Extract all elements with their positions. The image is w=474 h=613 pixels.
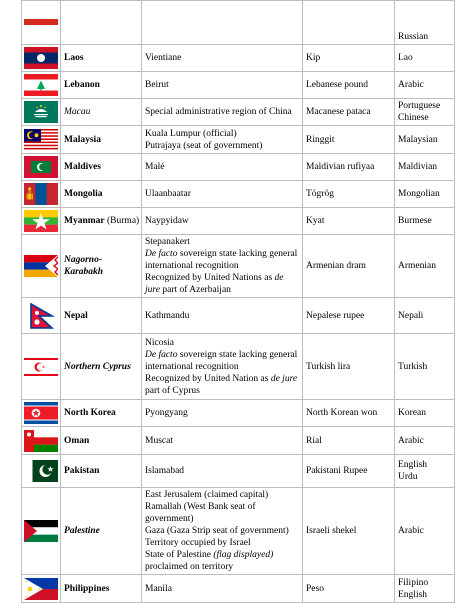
capital-cell: [142, 154, 303, 181]
currency-cell: Tögrög: [303, 181, 395, 208]
country-name: [61, 154, 142, 181]
capital-cell: [142, 334, 303, 400]
country-name-text: Oman: [64, 435, 90, 446]
country-name-text: Pakistan: [64, 466, 100, 476]
currency-cell: Macanese pataca: [303, 99, 395, 126]
language-line: Burmese: [398, 216, 432, 226]
countries-table: [21, 0, 455, 603]
language-cell: [395, 427, 455, 455]
country-name-text: Laos: [64, 53, 84, 63]
country-name-text: Northern Cyprus: [64, 361, 131, 372]
country-name-text: Myanmar: [64, 216, 105, 226]
table-row: [22, 575, 455, 603]
language-cell: [395, 154, 455, 181]
language-line: Mongolian: [398, 189, 440, 199]
table-row: [22, 72, 455, 99]
language-line: Arabic: [398, 526, 424, 536]
country-name: [61, 298, 142, 334]
capital-cell: [142, 181, 303, 208]
language-cell: [395, 488, 455, 575]
table-row: [22, 455, 455, 488]
country-flag: [22, 575, 61, 603]
language-line: Armenian: [398, 261, 436, 271]
language-cell: [395, 99, 455, 126]
country-flag: [22, 45, 61, 72]
table-row: [22, 298, 455, 334]
capital-line: Nicosia: [145, 337, 175, 348]
currency-cell: Turkish lira: [303, 334, 395, 400]
language-cell: [395, 298, 455, 334]
capital-line: Beirut: [145, 80, 169, 90]
capital-cell: [142, 427, 303, 455]
table-row: [22, 488, 455, 575]
language-line: Turkish: [398, 361, 428, 372]
language-cell: [395, 1, 455, 45]
country-name-text: Lebanon: [64, 80, 100, 90]
currency-cell: Pakistani Rupee: [303, 455, 395, 488]
country-flag: [22, 126, 61, 154]
capital-line: Malé: [145, 162, 165, 172]
language-line: Lao: [398, 53, 413, 63]
capital-cell: [142, 235, 303, 298]
capital-line: Vientiane: [145, 53, 182, 63]
table-row: [22, 235, 455, 298]
language-cell: [395, 575, 455, 603]
table-row: [22, 427, 455, 455]
capital-line: Islamabad: [145, 466, 185, 476]
table-row: [22, 99, 455, 126]
language-line: Chinese: [398, 113, 429, 123]
capital-line: Ramallah (West Bank seat of government): [145, 502, 256, 524]
capital-line: De facto sovereign state lacking general international recognition: [145, 249, 298, 271]
capital-cell: [142, 298, 303, 334]
country-name: [61, 45, 142, 72]
language-line: Portuguese: [398, 101, 441, 111]
currency-cell: [303, 1, 395, 45]
country-flag: [22, 154, 61, 181]
table-row: [22, 154, 455, 181]
table-row: [22, 1, 455, 45]
capital-line: Kathmandu: [145, 310, 190, 321]
country-name: [61, 575, 142, 603]
country-name-text: Maldives: [64, 162, 101, 172]
language-line: Russian: [398, 32, 429, 42]
capital-cell: [142, 72, 303, 99]
language-cell: [395, 455, 455, 488]
capital-line: De facto sovereign state lacking general international recognition: [145, 349, 298, 372]
capital-line: Gaza (Gaza Strip seat of government): [145, 526, 289, 536]
country-name: [61, 488, 142, 575]
country-flag: [22, 208, 61, 235]
capital-cell: [142, 99, 303, 126]
capital-cell: [142, 400, 303, 427]
language-cell: [395, 126, 455, 154]
country-name-text: Macau: [64, 107, 91, 117]
capital-cell: [142, 488, 303, 575]
country-flag: [22, 99, 61, 126]
country-name: [61, 455, 142, 488]
capital-cell: [142, 575, 303, 603]
country-flag: [22, 427, 61, 455]
capital-cell: [142, 455, 303, 488]
currency-cell: Peso: [303, 575, 395, 603]
language-line: Korean: [398, 408, 426, 418]
capital-line: Manila: [145, 583, 172, 594]
country-name-suffix: (Burma): [104, 216, 140, 226]
capital-line: Special administrative region of China: [145, 107, 292, 117]
country-name: [61, 99, 142, 126]
country-flag: [22, 1, 61, 45]
country-flag: [22, 334, 61, 400]
currency-cell: Israeli shekel: [303, 488, 395, 575]
currency-cell: Maldivian rufiyaa: [303, 154, 395, 181]
country-flag: [22, 181, 61, 208]
table-row: [22, 400, 455, 427]
country-flag: [22, 400, 61, 427]
capital-line: proclaimed on territory: [145, 562, 234, 572]
capital-cell: [142, 208, 303, 235]
language-line: Maldivian: [398, 162, 438, 172]
capital-cell: [142, 45, 303, 72]
capital-line: Recognized by United Nations as de jure part of Azerbaijan: [145, 273, 284, 295]
country-name-text: Nagorno- Karabakh: [64, 255, 104, 277]
country-name-text: Mongolia: [64, 189, 103, 199]
country-flag: [22, 235, 61, 298]
country-flag: [22, 298, 61, 334]
country-name: [61, 400, 142, 427]
country-name: [61, 72, 142, 99]
language-cell: [395, 208, 455, 235]
currency-cell: North Korean won: [303, 400, 395, 427]
currency-cell: Nepalese rupee: [303, 298, 395, 334]
currency-cell: Kyat: [303, 208, 395, 235]
table-row: [22, 208, 455, 235]
currency-cell: Rial: [303, 427, 395, 455]
language-line: Malaysian: [398, 134, 438, 145]
language-line: Filipino: [398, 577, 429, 588]
country-name: [61, 334, 142, 400]
language-line: Urdu: [398, 472, 418, 482]
currency-cell: Ringgit: [303, 126, 395, 154]
country-name: [61, 427, 142, 455]
language-cell: [395, 235, 455, 298]
capital-line: Recognized by United Nation as de jure part of Cyprus: [145, 373, 298, 396]
currency-cell: Lebanese pound: [303, 72, 395, 99]
capital-line: Kuala Lumpur (official): [145, 128, 237, 139]
language-cell: [395, 181, 455, 208]
language-cell: [395, 334, 455, 400]
country-name: [61, 208, 142, 235]
language-line: English: [398, 589, 428, 600]
capital-cell: [142, 1, 303, 45]
language-line: Arabic: [398, 435, 424, 446]
country-flag: [22, 455, 61, 488]
capital-line: East Jerusalem (claimed capital): [145, 490, 269, 500]
country-name-text: Nepal: [64, 310, 88, 321]
country-flag: [22, 488, 61, 575]
language-line: Nepali: [398, 310, 424, 321]
capital-line: Ulaanbaatar: [145, 189, 191, 199]
capital-line: State of Palestine (flag displayed): [145, 550, 274, 560]
country-name: [61, 181, 142, 208]
language-cell: [395, 72, 455, 99]
table-row: [22, 45, 455, 72]
capital-line: Stepanakert: [145, 237, 190, 247]
capital-line: Muscat: [145, 435, 173, 446]
language-cell: [395, 400, 455, 427]
country-name-text: Philippines: [64, 583, 110, 594]
capital-line: Territory occupied by Israel: [145, 538, 251, 548]
table-row: [22, 334, 455, 400]
country-name-text: Palestine: [64, 526, 100, 536]
capital-line: Naypyidaw: [145, 216, 189, 226]
capital-line: Pyongyang: [145, 408, 188, 418]
capital-line: Putrajaya (seat of government): [145, 140, 263, 151]
country-name: [61, 235, 142, 298]
language-cell: [395, 45, 455, 72]
country-name: [61, 1, 142, 45]
country-name: [61, 126, 142, 154]
table-row: [22, 126, 455, 154]
language-line: English: [398, 460, 428, 470]
country-name-text: Malaysia: [64, 134, 101, 145]
country-name-text: North Korea: [64, 408, 116, 418]
currency-cell: Armenian dram: [303, 235, 395, 298]
country-flag: [22, 72, 61, 99]
language-line: Arabic: [398, 80, 424, 90]
currency-cell: Kip: [303, 45, 395, 72]
table-row: [22, 181, 455, 208]
capital-cell: [142, 126, 303, 154]
